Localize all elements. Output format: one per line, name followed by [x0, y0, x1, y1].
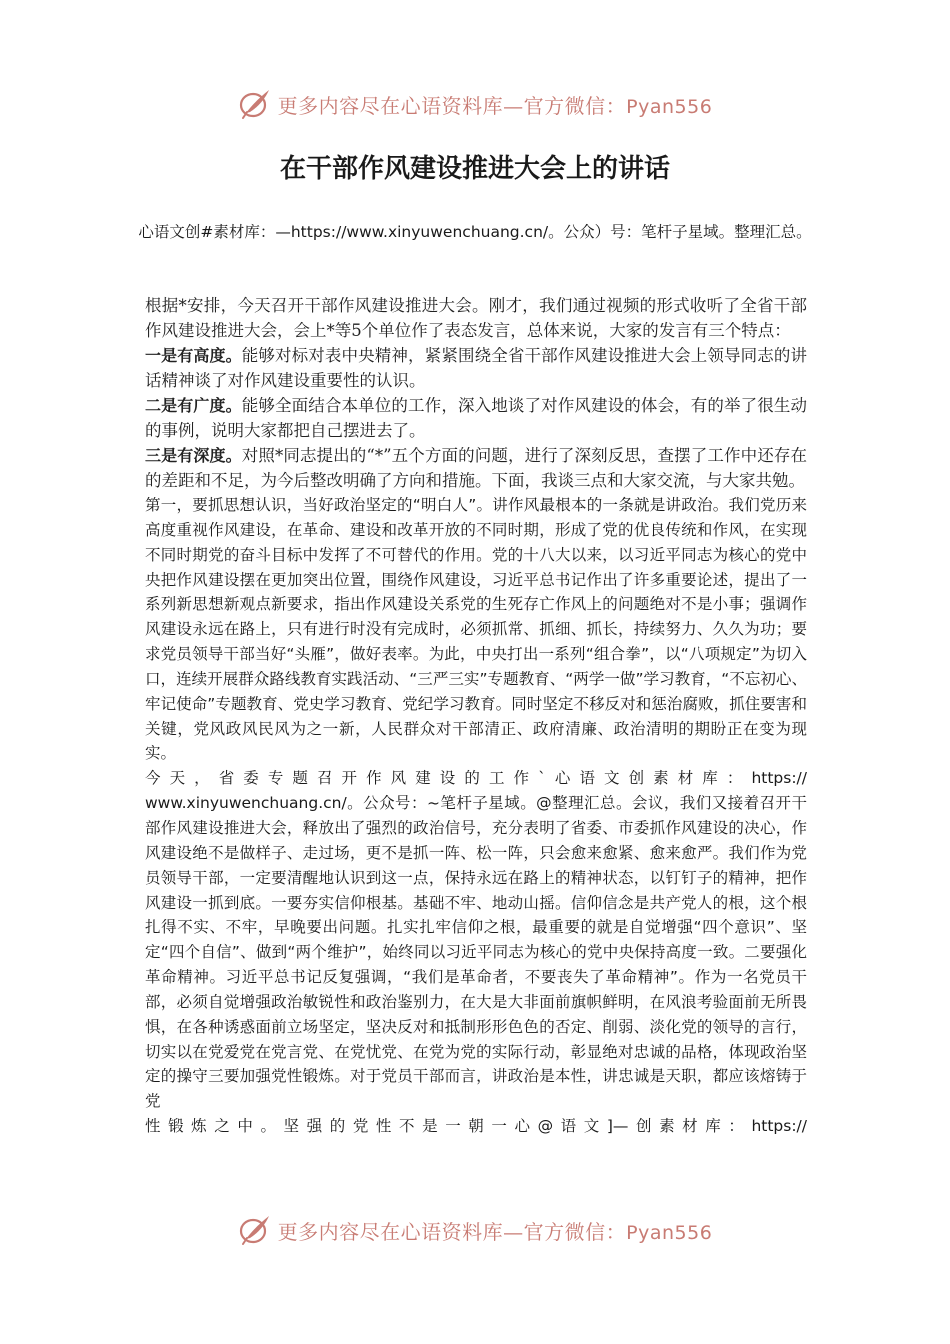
- point-lead: 三是有深度。: [145, 446, 242, 465]
- point-paragraph-1: 一是有高度。能够对标对表中央精神，紧紧围绕全省干部作风建设推进大会上领导同志的讲话精神谈了对作风建设重要性的认识。: [145, 346, 807, 390]
- point-paragraph-3: 三是有深度。对照*同志提出的“*”五个方面的问题，进行了深刻反思，查摆了工作中还存在的差距和不足，为今后整改明确了方向和措施。下面，我谈三点和大家交流，与大家共勉。: [145, 446, 807, 490]
- document-title: 在干部作风建设推进大会上的讲话: [279, 154, 670, 184]
- source-note: 心语文创#素材库：—https://www.xinyuwenchuang.cn/。公众）号：笔杆子星域。整理汇总。: [138, 223, 812, 241]
- section-two-paragraph: www.xinyuwenchuang.cn/。公众号：~笔杆子星域。@整理汇总。会议，我们又接着召开干部作风建设推进大会，释放出了强烈的政治信号，充分表明了省委、市委抓作风建设的决心，作风建设绝不是做样子、走过场，更不是抓一阵、松一阵，只会愈来愈紧、愈来愈严。我们作为党员领导干部，一定要清醒地认识到这一点，保持永远在路上的精神状态，以钉钉子的精神，把作风建设一抓到底。一要夯实信仰根基。基础不牢、地动山摇。信仰信念是共产党人的根，这个根扎得不实、不牢，早晚要出问题。扎实扎牢信仰之根，最重要的就是自觉增强“四个意识”、坚定“四个自信”、做到“两个维护”，始终同以习近平同志为核心的党中央保持高度一致。二要强化革命精神。习近平总书记反复强调，“我们是革命者，不要丧失了革命精神”。作为一名党员干部，必须自觉增强政治敏锐性和政治鉴别力，在大是大非面前旗帜鲜明，在风浪考验面前无所畏惧，在各种诱惑面前立场坚定，坚决反对和抵制形形色色的否定、削弱、淡化党的领导的言行，切实以在党爱党在党言党、在党忧党、在党为党的实际行动，彰显绝对忠诚的品格，体现政治坚定的操守三要加强党性锻炼。对于党员干部而言，讲政治是本性，讲忠诚是天职，都应该熔铸于党: [145, 794, 807, 1111]
- watermark-text: 更多内容尽在心语资料库—官方微信：Pyan556: [277, 93, 713, 118]
- watermark-banner-top: [0, 84, 950, 124]
- intro-paragraph: 根据*安排，今天召开干部作风建设推进大会。刚才，我们通过视频的形式收听了全省干部作风建设推进大会，会上*等5个单位作了表态发言，总体来说，大家的发言有三个特点：: [145, 296, 807, 340]
- quill-pen-logo-icon: [238, 87, 272, 121]
- point-lead: 二是有广度。: [145, 396, 242, 415]
- point-lead: 一是有高度。: [145, 346, 242, 365]
- section-one-paragraph: 第一，要抓思想认识，当好政治坚定的“明白人”。讲作风最根本的一条就是讲政治。我们党历来高度重视作风建设，在革命、建设和改革开放的不同时期，形成了党的优良传统和作风，在实现不同时期党的奋斗目标中发挥了不可替代的作用。党的十八大以来，以习近平同志为核心的党中央把作风建设摆在更加突出位置，围绕作风建设，习近平总书记作出了许多重要论述，提出了一系列新思想新观点新要求，指出作风建设关系党的生死存亡作风上的问题绝对不是小事；强调作风建设永远在路上，只有进行时没有完成时，必须抓常、抓细、抓长，持续努力、久久为功；要求党员领导干部当好“头雁”，做好表率。为此，中央打出一系列“组合拳”，以“八项规定”为切入口，连续开展群众路线教育实践活动、“三严三实”专题教育、“两学一做”学习教育，“不忘初心、牢记使命”专题教育、党史学习教育、党纪学习教育。同时坚定不移反对和惩治腐败，抓住要害和关键，党风政风民风为之一新，人民群众对干部清正、政府清廉、政治清明的期盼正在变为现实。: [145, 496, 807, 763]
- point-paragraph-2: 二是有广度。能够全面结合本单位的工作，深入地谈了对作风建设的体会，有的举了很生动的事例，说明大家都把自己摆进去了。: [145, 396, 807, 440]
- watermark-banner-bottom: [0, 1210, 950, 1250]
- quill-pen-logo-icon: [238, 1213, 272, 1247]
- section-two-last-line: 性锻炼之中。坚强的党性不是一朝一心@语文]—创素材库：https://: [145, 1117, 807, 1136]
- watermark-text: 更多内容尽在心语资料库—官方微信：Pyan556: [277, 1219, 713, 1244]
- section-two-first-line: 今天，省委专题召开作风建设的工作`心语文创素材库：https://: [145, 769, 807, 788]
- document-body: [145, 293, 807, 1139]
